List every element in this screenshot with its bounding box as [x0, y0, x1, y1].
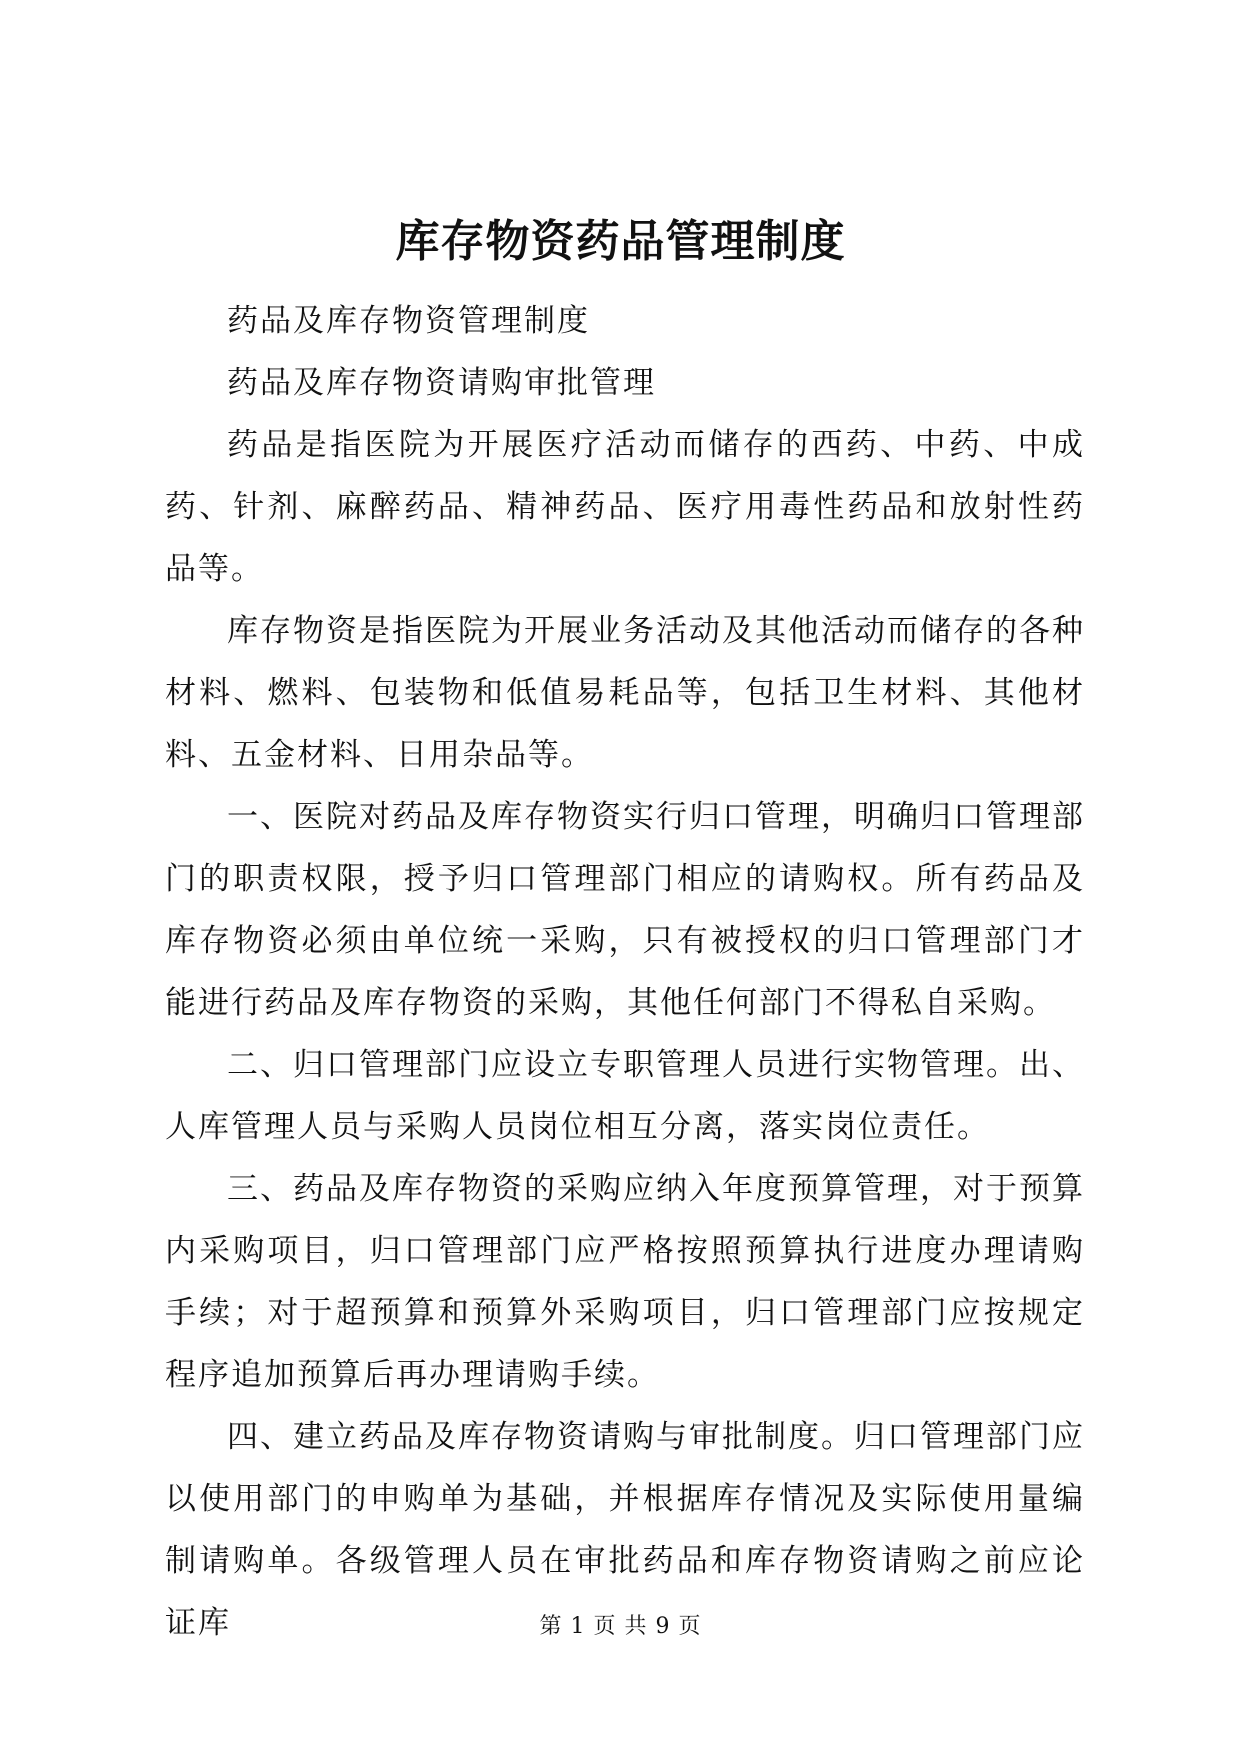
paragraph-heading-2: 药品及库存物资请购审批管理: [227, 365, 656, 401]
paragraph-inventory-definition: 库存物资是指医院为开展业务活动及其他活动而储存的各种材料、燃料、包装物和低值易耗品等，包括卫生材料、其他材料、五金材料、日用杂品等。: [165, 613, 1085, 773]
paragraph-medicine-definition: 药品是指医院为开展医疗活动而储存的西药、中药、中成药、针剂、麻醉药品、精神药品、医疗用毒性药品和放射性药品等。: [165, 427, 1085, 587]
document-title: 库存物资药品管理制度: [395, 216, 846, 267]
paragraph-clause-2: 二、归口管理部门应设立专职管理人员进行实物管理。出、人库管理人员与采购人员岗位相互分离，落实岗位责任。: [165, 1047, 1085, 1145]
paragraph-heading-1: 药品及库存物资管理制度: [227, 303, 590, 339]
page-footer: 第 1 页 共 9 页: [539, 1614, 702, 1639]
paragraph-clause-4: 四、建立药品及库存物资请购与审批制度。归口管理部门应以使用部门的申购单为基础，并根据库存情况及实际使用量编制请购单。各级管理人员在审批药品和库存物资请购之前应论证库: [165, 1419, 1085, 1641]
paragraph-clause-1: 一、医院对药品及库存物资实行归口管理，明确归口管理部门的职责权限，授予归口管理部门相应的请购权。所有药品及库存物资必须由单位统一采购，只有被授权的归口管理部门才能进行药品及库存物资的采购，其他任何部门不得私自采购。: [165, 799, 1085, 1021]
document-body: [165, 290, 1085, 1654]
paragraph-clause-3: 三、药品及库存物资的采购应纳入年度预算管理，对于预算内采购项目，归口管理部门应严格按照预算执行进度办理请购手续；对于超预算和预算外采购项目，归口管理部门应按规定程序追加预算后再办理请购手续。: [165, 1171, 1085, 1393]
